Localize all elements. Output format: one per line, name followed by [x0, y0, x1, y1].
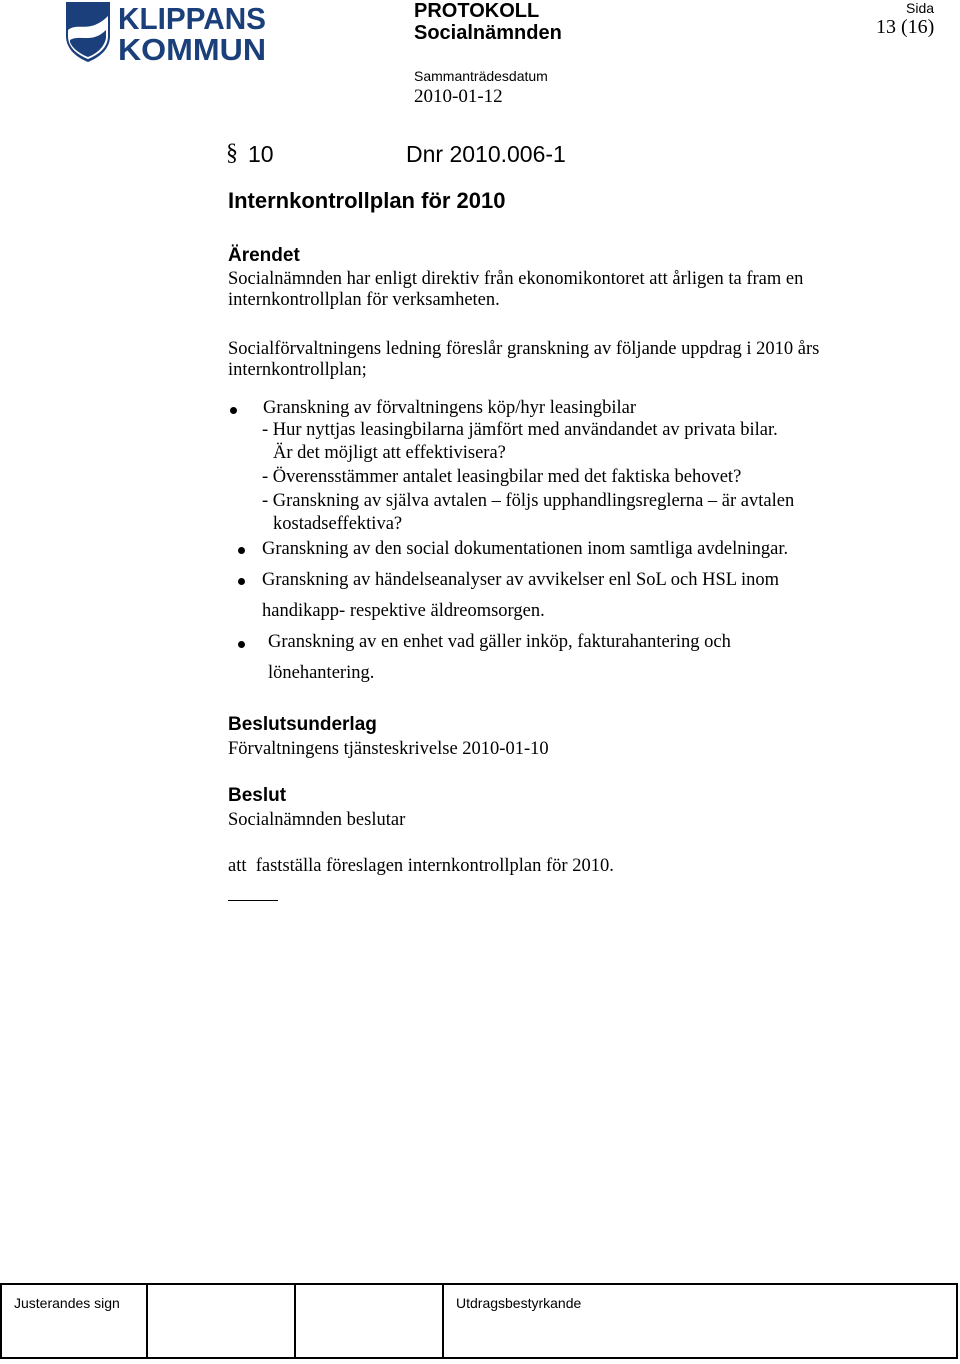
meeting-date-label: Sammanträdesdatum [414, 68, 548, 84]
bullet-icon [238, 578, 245, 585]
logo-text-line1: KLIPPANS [118, 1, 266, 36]
page-title: Internkontrollplan för 2010 [228, 188, 506, 213]
document-type: PROTOKOLL [414, 0, 540, 22]
list-item-1-line-4: - Överensstämmer antalet leasingbilar med det faktiska behovet? [262, 467, 742, 487]
bullet-icon [238, 547, 245, 554]
committee-name: Socialnämnden [414, 22, 562, 44]
list-item-1-line-1: Granskning av förvaltningens köp/hyr leasingbilar [263, 398, 636, 418]
footer-signature-table [0, 1283, 958, 1359]
signature-cell [294, 1285, 444, 1357]
justerandes-sign-label: Justerandes sign [14, 1295, 120, 1311]
paragraph-number: 10 [248, 141, 274, 167]
coat-of-arms-icon [66, 2, 110, 62]
intro-text: Socialförvaltningens ledning föreslår granskning av följande uppdrag i 2010 års internkontrollplan; [228, 339, 820, 380]
list-item-1-line-5: - Granskning av själva avtalen – följs upphandlingsreglerna – är avtalen [262, 491, 795, 511]
bullet-icon [238, 641, 245, 648]
page-label: Sida [906, 0, 935, 16]
list-item-1-line-6: kostadseffektiva? [273, 514, 403, 534]
list-item-4-line-2: lönehantering. [268, 663, 375, 683]
klippans-kommun-logo [64, 0, 269, 64]
beslutsunderlag-heading: Beslutsunderlag [228, 714, 377, 735]
list-item-2: Granskning av den social dokumentationen inom samtliga avdelningar. [262, 539, 789, 559]
meeting-date: 2010-01-12 [414, 86, 503, 107]
end-rule [228, 900, 278, 901]
logo-text-line2: KOMMUN [118, 32, 266, 64]
list-item-1-line-2: - Hur nyttjas leasingbilarna jämfört med användandet av privata bilar. [262, 420, 778, 440]
list-item-1-line-3: Är det möjligt att effektivisera? [273, 443, 506, 463]
arendet-text: Socialnämnden har enligt direktiv från ekonomikontoret att årligen ta fram en internkontrollplan för verksamheten. [228, 269, 804, 310]
beslut-text: Socialnämnden beslutar [228, 810, 406, 830]
list-item-4-line-1: Granskning av en enhet vad gäller inköp, fakturahantering och [268, 632, 731, 652]
list-item-3-line-1: Granskning av händelseanalyser av avvikelser enl SoL och HSL inom [262, 570, 780, 590]
list-item-3-line-2: handikapp- respektive äldreomsorgen. [262, 601, 545, 621]
signature-cell [146, 1285, 296, 1357]
page-number: 13 (16) [876, 16, 935, 38]
arendet-heading: Ärendet [228, 245, 300, 266]
diary-number: Dnr 2010.006-1 [406, 141, 566, 167]
decision-att: att fastställa föreslagen internkontrollplan för 2010. [228, 856, 614, 876]
utdragsbestyrkande-label: Utdragsbestyrkande [456, 1295, 582, 1311]
bullet-icon [230, 407, 237, 414]
paragraph-mark: § [226, 140, 238, 166]
beslutsunderlag-text: Förvaltningens tjänsteskrivelse 2010-01-10 [228, 739, 549, 759]
beslut-heading: Beslut [228, 785, 287, 806]
